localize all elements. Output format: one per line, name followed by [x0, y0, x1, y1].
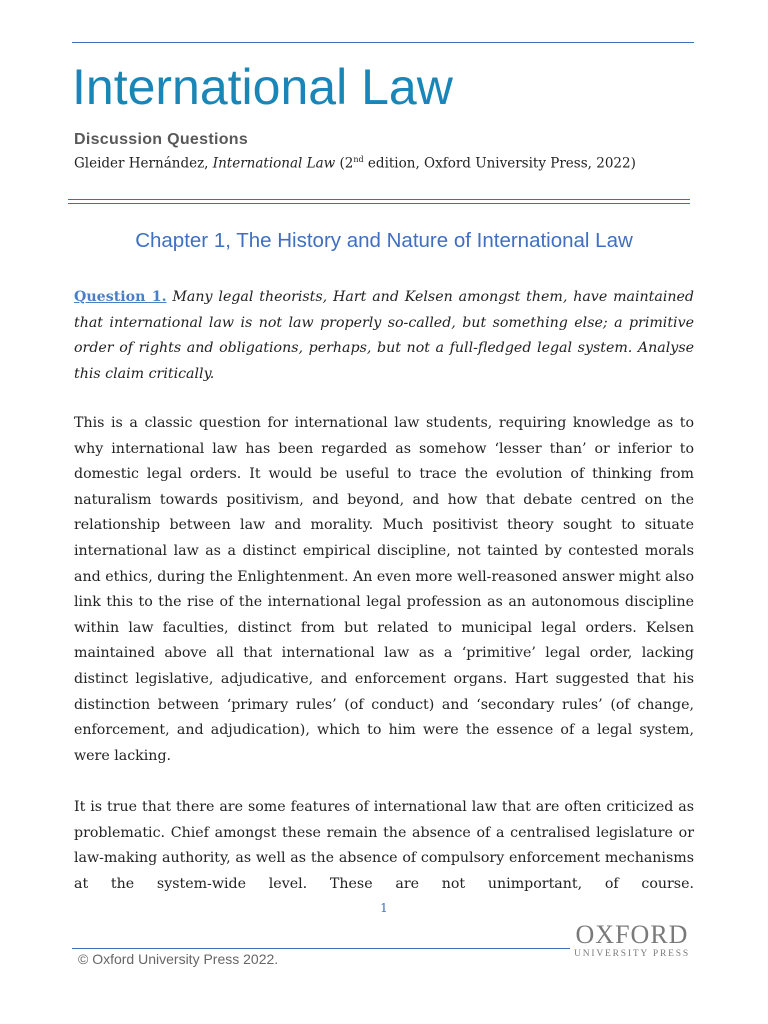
page-number: 1	[380, 901, 388, 915]
subtitle: Discussion Questions	[74, 131, 249, 148]
oxford-logo	[568, 922, 696, 960]
book-citation	[74, 155, 636, 172]
question-1	[74, 285, 694, 387]
footer-rule	[72, 948, 570, 949]
answer-paragraph-1: This is a classic question for international law students, requiring knowledge as to why international law has been regarded as somehow ‘lesser than’ or inferior to domestic legal orders. It would be useful to trace the evolution of thinking from naturalism towards positivism, and beyond, and how that debate centred on the relationship between law and morality. Much positivist theory sought to situate international law as a distinct empirical discipline, not tainted by contested morals and ethics, during the Enlightenment. An even more well-reasoned answer might also link this to the rise of the international legal profession as an autonomous discipline within law faculties, distinct from but related to municipal legal orders. Kelsen maintained above all that international law as a ‘primitive’ legal order, lacking distinct legislative, adjudicative, and enforcement organs. Hart suggested that his distinction between ‘primary rules’ (of conduct) and ‘secondary rules’ (of change, enforcement, and adjudication), which to him were the essence of a legal system, were lacking.	[74, 415, 694, 764]
answer-paragraph-2: It is true that there are some features of international law that are often criticized as problematic. Chief amongst these remain the absence of a centralised legislature or law-making authority, as well as the absence of compulsory enforcement mechanisms at the system-wide level. These are not unimportant, of course.	[74, 799, 694, 892]
header-top-rule	[72, 42, 694, 43]
citation-edition-open: (2	[335, 155, 354, 172]
question-1-text: Many legal theorists, Hart and Kelsen amongst them, have maintained that international law is not law properly so-called, but something else; a primitive order of rights and obligations, perhaps, but not a full-fledged legal system. Analyse this claim critically.	[74, 289, 694, 382]
citation-publisher: edition, Oxford University Press, 2022)	[363, 155, 636, 172]
question-1-link[interactable]: Question 1.	[74, 289, 167, 305]
copyright-notice: © Oxford University Press 2022.	[78, 951, 279, 967]
citation-author: Gleider Hernández,	[74, 155, 213, 172]
citation-book-title: International Law	[212, 155, 336, 172]
logo-wordmark: OXFORD	[575, 920, 689, 949]
page-title: International Law	[72, 59, 453, 115]
logo-subtitle: UNIVERSITY PRESS	[574, 949, 690, 959]
citation-edition-sup: nd	[353, 155, 364, 164]
header-double-rule	[68, 199, 690, 204]
chapter-heading: Chapter 1, The History and Nature of International Law	[135, 229, 633, 252]
